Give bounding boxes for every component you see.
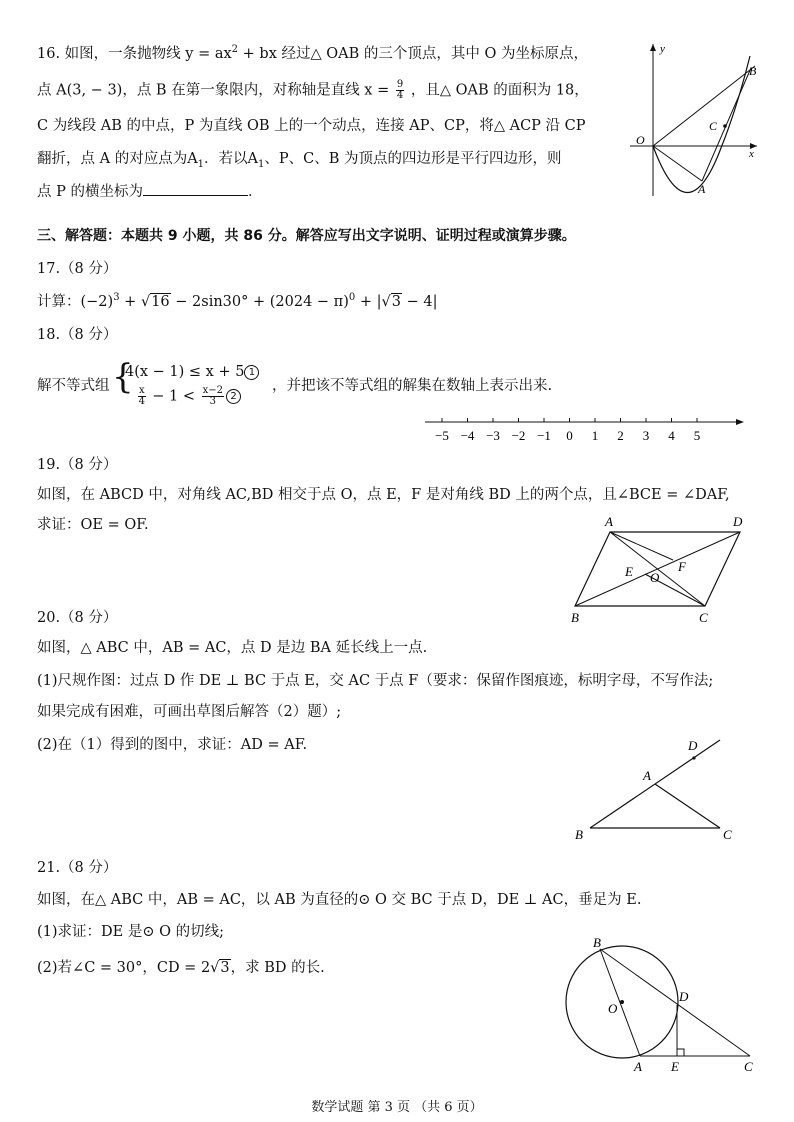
q16-fraction: $\frac{9}{4}$: [396, 79, 404, 101]
q19-heading: 19.（8 分）: [37, 457, 118, 473]
svg-text:C: C: [744, 1059, 753, 1074]
answer-blank[interactable]: [143, 181, 248, 196]
q18-inequality-2: $\frac{x}{4}$ − 1 < $\frac{x-2}{3}$ 2: [136, 386, 241, 407]
q17-expression: 计算：$(-2)^3 + √16 - 2\sin 30^\circ + (2024 - \pi)^0 + |√3 - 4|$: [37, 292, 438, 310]
number-line-label: 1: [591, 428, 599, 443]
q17-heading: 17.（8 分）: [37, 261, 118, 277]
fig16-label-o: O: [636, 133, 645, 147]
q20-line2: (1)尺规作图：过点 D 作 DE ⊥ BC 于点 E，交 AC 于点 F（要求：保留作图痕迹，标明字母，不写作法;: [37, 673, 714, 689]
q16-line4: 翻折，点 A 的对应点为$A_1$．若以$A_1$、P、C、B 为顶点的四边形是平行四边形，则: [37, 151, 562, 170]
number-line-label: −4: [460, 428, 475, 443]
number-line-label: 5: [693, 428, 701, 443]
q18-inequality-1: 4(x − 1) ≤ x + 5 1: [125, 362, 259, 382]
svg-text:F: F: [678, 559, 686, 574]
q16-line2: 点 A(3, − 3)，点 B 在第一象限内，对称轴是直线 x = $\frac{9}{4}$ ，且△ OAB 的面积为 18，: [37, 79, 589, 101]
q16-line5: 点 P 的横坐标为 ．: [37, 181, 262, 202]
q21-line2: (1)求证：DE 是⊙ O 的切线;: [37, 924, 224, 940]
svg-text:D: D: [688, 738, 698, 753]
q21-circle-figure: [560, 935, 760, 1075]
svg-text:B: B: [575, 827, 583, 842]
svg-text:O: O: [608, 1001, 618, 1016]
number-line-label: 0: [566, 428, 573, 443]
q19-line1: 如图，在 ABCD 中，对角线 AC,BD 相交于点 O，点 E，F 是对角线 BD 上的两个点，且∠BCE = ∠DAF,: [37, 487, 730, 503]
svg-text:D: D: [733, 514, 743, 529]
number-line-label: −2: [511, 428, 526, 443]
svg-text:C: C: [699, 610, 708, 625]
fig16-label-c: C: [709, 119, 718, 133]
svg-text:E: E: [625, 564, 633, 579]
q18-number-line: [420, 410, 750, 450]
q18-tail: ，并把该不等式组的解集在数轴上表示出来.: [272, 378, 553, 394]
svg-text:A: A: [643, 768, 651, 783]
svg-text:C: C: [723, 827, 732, 842]
q18-lead: 解不等式组: [37, 378, 110, 394]
q16-line3: C 为线段 AB 的中点，P 为直线 OB 上的一个动点，连接 AP、CP，将△ ACP 沿 CP: [37, 118, 586, 134]
svg-text:B: B: [593, 935, 601, 950]
q18-brace: {: [112, 357, 134, 397]
q20-line1: 如图，△ ABC 中，AB = AC，点 D 是边 BA 延长线上一点.: [37, 640, 428, 656]
number-line-label: 4: [668, 428, 675, 443]
number-line-label: −1: [537, 428, 551, 443]
section-3-heading: 三、解答题：本题共 9 小题，共 86 分。解答应写出文字说明、证明过程或演算步骤。: [37, 228, 576, 244]
fig16-label-y: y: [660, 43, 665, 55]
fig16-label-b: B: [749, 64, 757, 78]
q19-parallelogram-figure: [565, 510, 765, 630]
q21-line1: 如图，在△ ABC 中，AB = AC，以 AB 为直径的⊙ O 交 BC 于点 D，DE ⊥ AC，垂足为 E.: [37, 892, 642, 908]
svg-text:E: E: [671, 1059, 679, 1074]
q20-line3: 如果完成有困难，可画出草图后解答（2）题）;: [37, 704, 342, 720]
svg-text:D: D: [679, 989, 689, 1004]
number-line-label: −5: [435, 428, 449, 443]
svg-text:A: A: [634, 1059, 642, 1074]
q16-parabola-figure: [625, 38, 765, 198]
q20-triangle-figure: [570, 735, 750, 845]
q20-heading: 20.（8 分）: [37, 610, 118, 626]
number-line-label: 3: [642, 428, 650, 443]
q21-line3: (2)若∠C = 30°，CD = 2√3，求 BD 的长.: [37, 960, 325, 976]
q16-line1: 16. 如图，一条抛物线 $y = ax^2$ + bx 经过△ OAB 的三个顶点，其中 O 为坐标原点，: [37, 44, 588, 62]
number-line-label: 2: [617, 428, 624, 443]
q19-line2: 求证：OE = OF.: [37, 517, 149, 533]
svg-text:O: O: [650, 570, 660, 585]
page-footer: 数学试题 第 3 页 （共 6 页）: [311, 1100, 483, 1115]
fig16-label-a: A: [698, 182, 706, 196]
svg-text:B: B: [571, 610, 579, 625]
fig16-label-x: x: [749, 148, 754, 160]
q20-line4: (2)在（1）得到的图中，求证：AD = AF.: [37, 737, 308, 753]
q21-heading: 21.（8 分）: [37, 860, 118, 876]
number-line-label: −3: [486, 428, 500, 443]
q18-heading: 18.（8 分）: [37, 327, 118, 343]
svg-text:A: A: [605, 514, 613, 529]
